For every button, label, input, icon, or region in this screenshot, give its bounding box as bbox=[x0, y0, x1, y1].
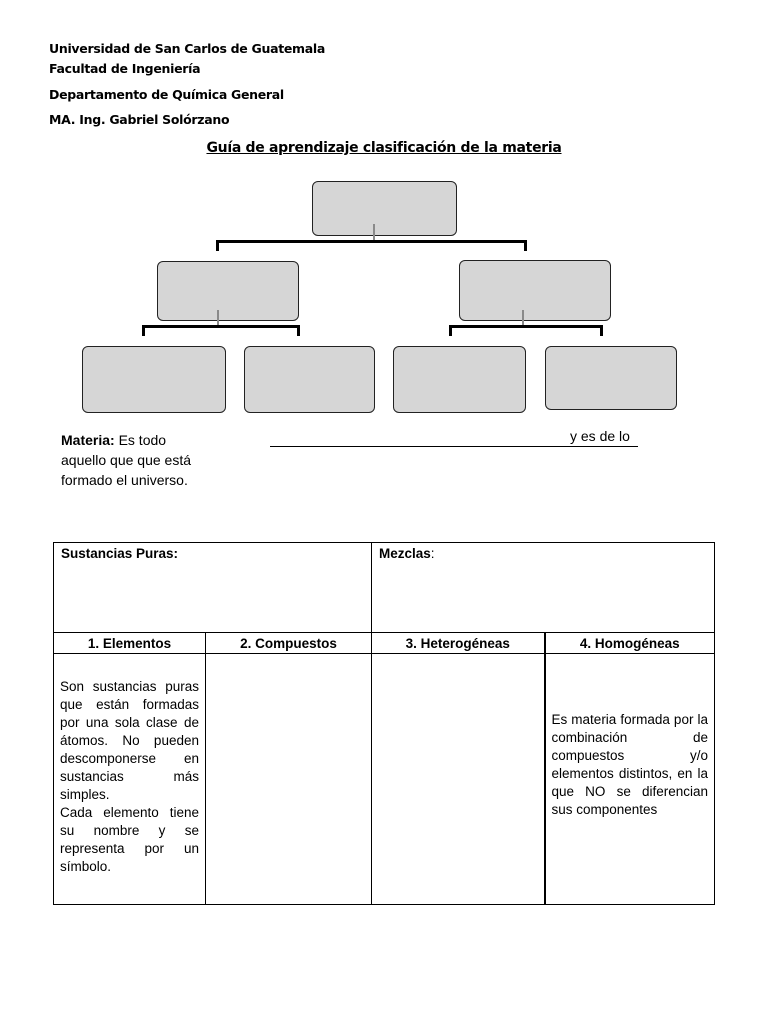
sustancias-puras-cell[interactable] bbox=[54, 543, 372, 633]
map-box-bottom-2[interactable] bbox=[244, 346, 375, 413]
map-connector bbox=[524, 240, 527, 251]
elementos-description[interactable] bbox=[54, 654, 206, 905]
elementos-text-2: Cada elemento tiene su nombre y se representa por un símbolo. bbox=[60, 805, 199, 874]
map-box-top[interactable] bbox=[312, 181, 457, 236]
map-box-bottom-3[interactable] bbox=[393, 346, 526, 413]
map-box-left[interactable] bbox=[157, 261, 299, 321]
column-header-elementos: 1. Elementos bbox=[54, 633, 206, 654]
map-connector bbox=[216, 240, 219, 251]
map-connector bbox=[142, 325, 145, 336]
homogeneas-description[interactable] bbox=[545, 654, 715, 905]
mezclas-cell[interactable] bbox=[372, 543, 715, 633]
classification-table bbox=[53, 542, 715, 905]
materia-definition bbox=[61, 430, 201, 490]
column-header-compuestos: 2. Compuestos bbox=[206, 633, 372, 654]
materia-label: Materia: bbox=[61, 432, 115, 448]
header-faculty: Facultad de Ingeniería bbox=[49, 61, 201, 76]
column-header-homogeneas: 4. Homogéneas bbox=[545, 633, 715, 654]
fill-in-blank-line[interactable] bbox=[270, 446, 638, 447]
header-professor: MA. Ing. Gabriel Solórzano bbox=[49, 112, 230, 127]
table-row bbox=[54, 654, 715, 905]
table-row bbox=[54, 543, 715, 633]
map-connector bbox=[142, 325, 300, 328]
map-connector bbox=[449, 325, 603, 328]
column-header-heterogeneas: 3. Heterogéneas bbox=[372, 633, 545, 654]
elementos-text: Son sustancias puras que están formadas por una sola clase de átomos. No pueden descomponerse en sustancias más simples. bbox=[60, 679, 199, 802]
compuestos-description[interactable] bbox=[206, 654, 372, 905]
header-department: Departamento de Química General bbox=[49, 87, 284, 102]
header-university: Universidad de San Carlos de Guatemala bbox=[49, 41, 326, 56]
map-connector bbox=[216, 240, 527, 243]
page-title: Guía de aprendizaje clasificación de la materia bbox=[206, 140, 562, 156]
table-header-row bbox=[54, 633, 715, 654]
map-box-bottom-4[interactable] bbox=[545, 346, 677, 410]
map-connector bbox=[600, 325, 603, 336]
map-connector bbox=[297, 325, 300, 336]
materia-trailing-text: y es de lo bbox=[570, 428, 630, 444]
heterogeneas-description[interactable] bbox=[372, 654, 545, 905]
map-box-right[interactable] bbox=[459, 260, 611, 321]
mezclas-label: Mezclas bbox=[379, 546, 431, 561]
map-box-bottom-1[interactable] bbox=[82, 346, 226, 413]
map-connector bbox=[449, 325, 452, 336]
sustancias-puras-label: Sustancias Puras: bbox=[61, 546, 179, 561]
mezclas-colon: : bbox=[430, 546, 435, 561]
homogeneas-text: Es materia formada por la combinación de compuestos y/o elementos distintos, en la que NO se diferencian sus componentes bbox=[551, 712, 709, 817]
materia-text: Es todo aquello que que está formado el universo. bbox=[61, 432, 191, 488]
map-connector bbox=[373, 224, 375, 241]
